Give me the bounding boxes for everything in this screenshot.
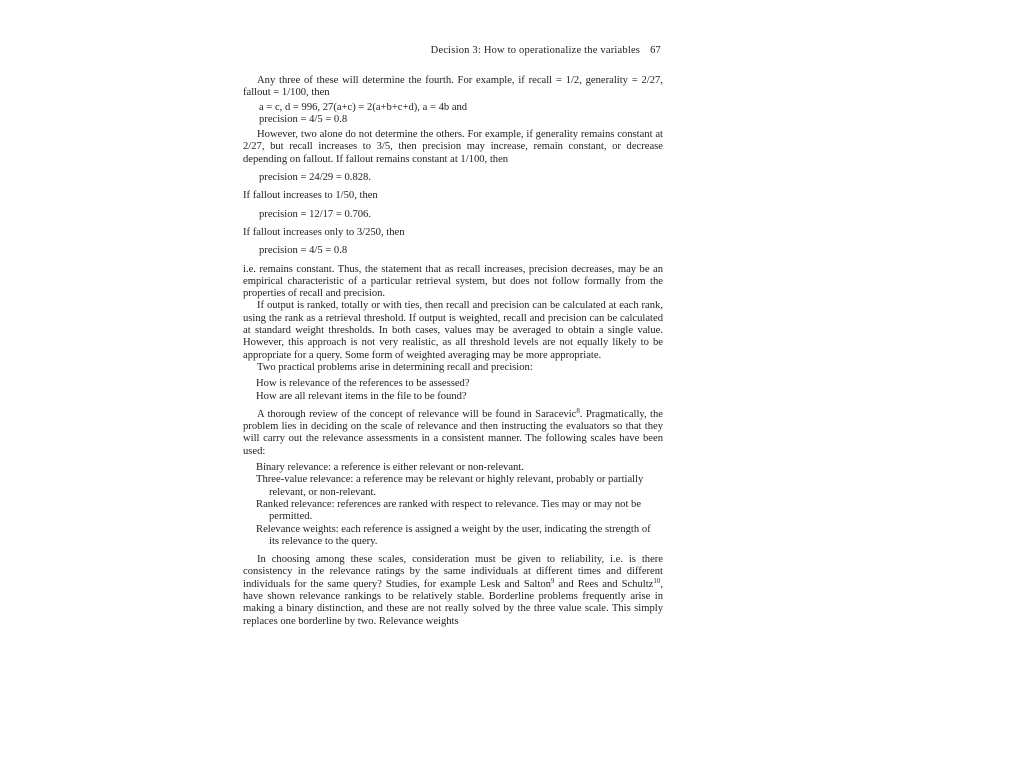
equation-precision-2: precision = 24/29 = 0.828. (259, 172, 371, 184)
equation-precision-4: precision = 4/5 = 0.8 (259, 245, 348, 257)
paragraph-ranked-output: If output is ranked, totally or with ties, then recall and precision can be calculated at each rank, using the rank as a retrieval threshold. If output is weighted, recall and precision can be calculated at standard weight thresholds. In both cases, values may be averaged to obtain a single value. However, this approach is not very realistic, as all threshold levels are not equally likely to be appropriate for a query. Some form of weighted averaging may be more appropriate. (243, 300, 663, 361)
citation-ref: 9 (550, 576, 555, 585)
running-header (431, 45, 661, 56)
citation-ref: 8 (576, 406, 580, 415)
question-item: How is relevance of the references to be assessed? (256, 378, 470, 390)
page-body (243, 75, 663, 628)
scale-item: Relevance weights: each reference is assigned a weight by the user, indicating the strength of its relevance to the query. (256, 523, 651, 547)
paragraph-practical-problems: Two practical problems arise in determining recall and precision: (257, 361, 533, 373)
paragraph-fallout-increase: If fallout increases to 1/50, then (243, 190, 378, 202)
book-page (243, 42, 663, 732)
paragraph-remains-constant: i.e. remains constant. Thus, the statement that as recall increases, precision decreases, may be an empirical characteristic of a particular retrieval system, but does not follow formally from the properties of recall and precision. (243, 263, 663, 300)
scale-item: Binary relevance: a reference is either relevant or non-relevant. (256, 462, 524, 474)
paragraph-two-alone: However, two alone do not determine the others. For example, if generality remains constant at 2/27, but recall increases to 3/5, then precision may increase, remain constant, or decrease depending on fallout. If fallout remains constant at 1/100, then (243, 129, 663, 165)
equation-precision-3: precision = 12/17 = 0.706. (259, 208, 371, 220)
paragraph-text: . Pragmatically, the problem lies in deciding on the scale of relevance and then instructing the evaluators so that they will carry out the relevance assessments in a consistent manner. The following scales have been used: (243, 408, 663, 457)
equation-relations: a = c, d = 996, 27(a+c) = 2(a+b+c+d), a = 4b and (259, 101, 468, 113)
paragraph-text: , have shown relevance rankings to be relatively stable. Borderline problems frequently arise in making a binary distinction, and these are not really solved by the three value scale. This simply replaces one borderline by two. Relevance weights (243, 578, 663, 627)
citation-ref: 10 (653, 576, 661, 585)
paragraph-fallout-only: If fallout increases only to 3/250, then (243, 226, 405, 238)
running-title: Decision 3: How to operationalize the variables (430, 45, 641, 56)
page-number: 67 (650, 45, 661, 56)
equation-precision-1: precision = 4/5 = 0.8 (259, 113, 348, 125)
question-list (256, 378, 663, 403)
scale-item: Ranked relevance: references are ranked with respect to relevance. Ties may or may not be permitted. (256, 498, 642, 523)
paragraph-relevance-review (243, 406, 663, 458)
paragraph-text: In choosing among these scales, consideration must be given to reliability, i.e. is there consistency in the relevance ratings by the same individuals at different times and different individuals for the same query? Studies, for example Lesk and Salton (243, 554, 663, 590)
paragraph-example-intro: Any three of these will determine the fourth. For example, if recall = 1/2, generality = 2/27, fallout = 1/100, then (243, 75, 663, 99)
scale-item: Three-value relevance: a reference may be relevant or highly relevant, probably or partially relevant, or non-relevant. (256, 474, 644, 498)
relevance-scales-list (256, 462, 663, 548)
paragraph-text: and Rees and Schultz (554, 578, 654, 590)
paragraph-reliability (243, 554, 663, 628)
paragraph-text: A thorough review of the concept of relevance will be found in Saracevic (257, 408, 577, 420)
question-item: How are all relevant items in the file to be found? (256, 390, 467, 402)
